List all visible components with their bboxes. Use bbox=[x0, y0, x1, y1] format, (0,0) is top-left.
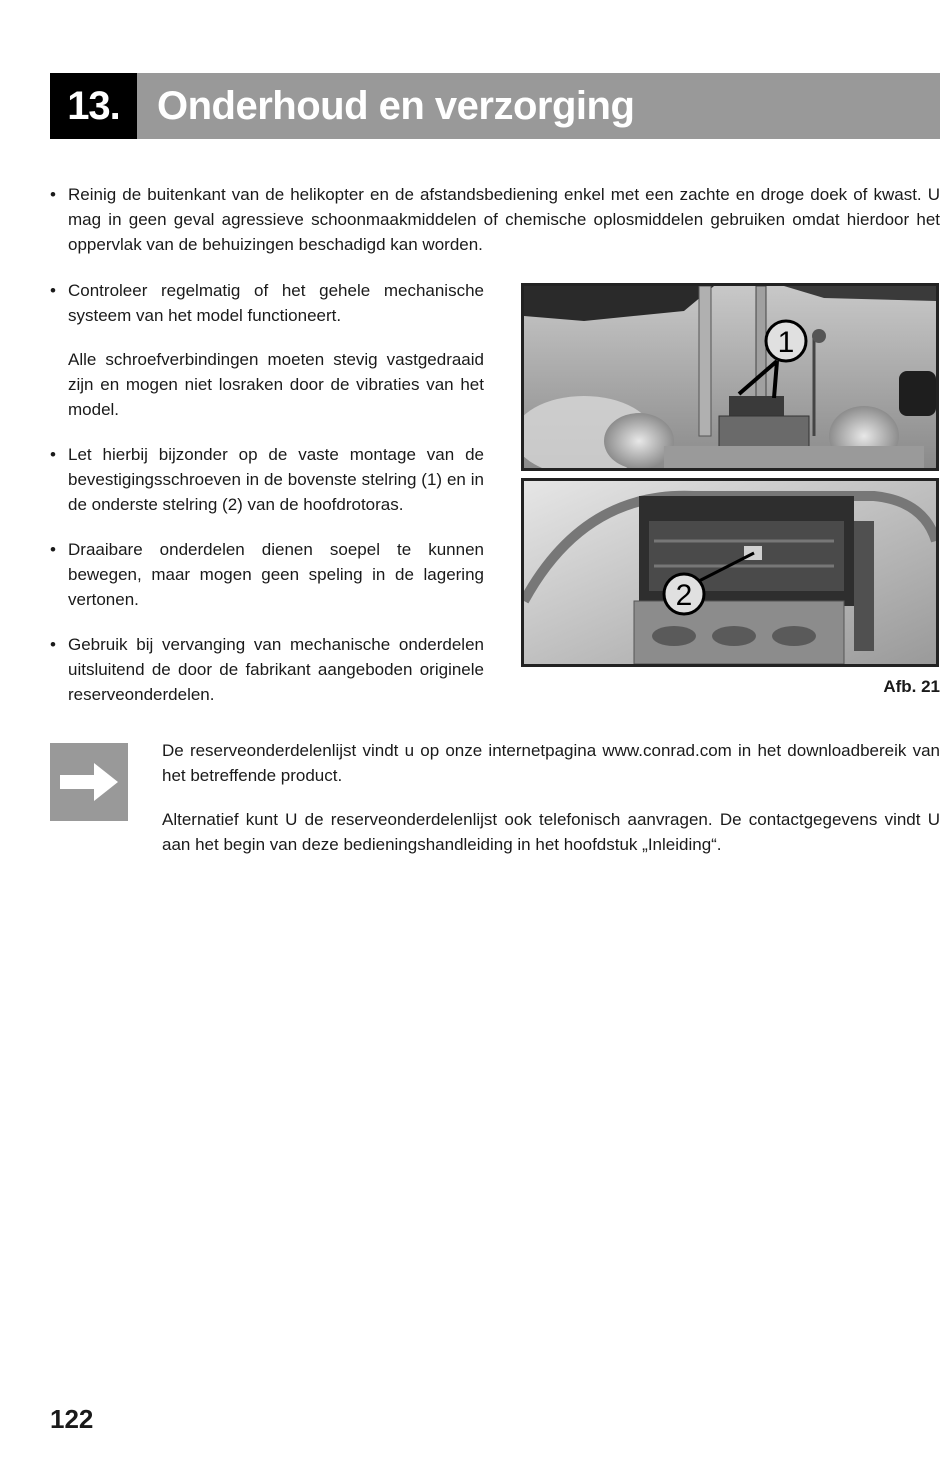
screws-paragraph: Alle schroefverbindingen moeten stevig vastgedraaid zijn en mogen niet losraken door de vibraties van het model. bbox=[68, 350, 484, 419]
bullet-mounting: Let hierbij bijzonder op de vaste montage van de bevestigingsschroeven in de bovenste stelring (1) en in de onderste stelring (2) van de hoofdrotoras. bbox=[68, 445, 484, 514]
bullet-marker: • bbox=[50, 445, 56, 464]
bullet-marker: • bbox=[50, 635, 56, 654]
bullet-rotating-parts: Draaibare onderdelen dienen soepel te kunnen bewegen, maar mogen geen speling in de lagering vertonen. bbox=[68, 540, 484, 609]
bullet-cleaning: Reinig de buitenkant van de helikopter en de afstandsbediening enkel met een zachte en droge doek of kwast. U mag in geen geval agressieve schoonmaakmiddelen of chemische oplosmiddelen gebruiken omdat hierdoor het oppervlak van de behuizingen beschadigd kan worden. bbox=[68, 185, 940, 254]
chapter-number: 13. bbox=[50, 73, 137, 139]
chapter-header bbox=[50, 73, 940, 139]
callout-label-2: 2 bbox=[675, 579, 693, 612]
page-number: 122 bbox=[50, 1404, 94, 1434]
bullet-marker: • bbox=[50, 281, 56, 300]
bullet-marker: • bbox=[50, 540, 56, 559]
arrow-right-icon bbox=[50, 743, 128, 821]
bullet-marker: • bbox=[50, 185, 56, 204]
photo-upper-swashplate bbox=[521, 283, 939, 471]
chapter-title: Onderhoud en verzorging bbox=[137, 73, 940, 139]
figure-caption: Afb. 21 bbox=[883, 677, 940, 696]
bullet-check-mechanics: Controleer regelmatig of het gehele mechanische systeem van het model functioneert. bbox=[68, 281, 484, 325]
note-phone-order: Alternatief kunt U de reserveonderdelenlijst ook telefonisch aanvragen. De contactgegevens vindt U aan het begin van deze bedieningshandleiding in het hoofdstuk „Inleiding“. bbox=[162, 810, 940, 854]
bullet-spare-parts: Gebruik bij vervanging van mechanische onderdelen uitsluitend de door de fabrikant aangeboden originele reserveonderdelen. bbox=[68, 635, 484, 704]
photo-lower-swashplate bbox=[521, 478, 939, 667]
callout-label-1: 1 bbox=[777, 326, 795, 359]
note-spare-parts-list: De reserveonderdelenlijst vindt u op onze internetpagina www.conrad.com in het downloadbereik van het betreffende product. bbox=[162, 741, 940, 785]
